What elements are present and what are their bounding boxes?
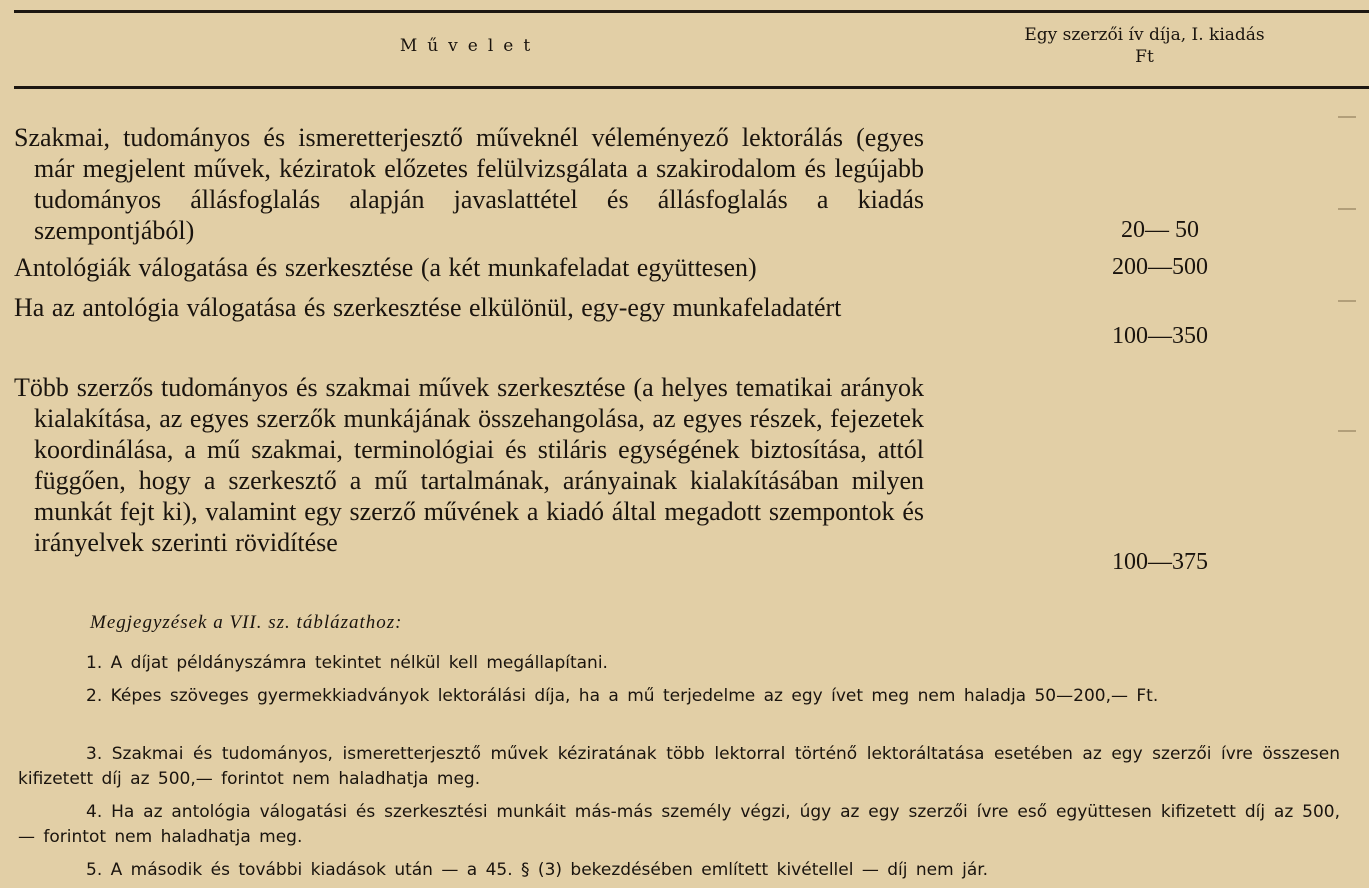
row-fee-value: 100—375 <box>1112 549 1208 575</box>
note-item: 2. Képes szöveges gyermekkiadványok lektorálási díja, ha a mű terjedelme az egy ívet meg nem haladja 50—200,— Ft. <box>86 686 1159 706</box>
note-item: 3. Szakmai és tudományos, ismeretterjesztő művek kéziratának több lektorral történő lektoráltatása esetében az egy szerzői ívre összesen kifizetett díj az 500,— forintot nem haladhatja meg. <box>18 744 1340 789</box>
note-item: 5. A második és további kiadások után — a 45. § (3) bekezdésében említett kivétellel — díj nem jár. <box>86 860 989 880</box>
show-through-mark <box>1338 430 1356 432</box>
row-fee-value: 20— 50 <box>1121 217 1199 243</box>
table-top-rule <box>14 10 1369 13</box>
column-header-fee-unit: Ft <box>1135 47 1154 67</box>
column-header-operation: Művelet <box>399 36 541 56</box>
column-header-fee <box>960 24 1329 68</box>
column-header-fee-line1: Egy szerzői ív díja, I. kiadás <box>1024 25 1265 45</box>
show-through-mark <box>1338 300 1356 302</box>
table-header-rule <box>14 86 1369 89</box>
notes-heading: Megjegyzések a VII. sz. táblázathoz: <box>90 612 403 633</box>
note-item: 1. A díjat példányszámra tekintet nélkül kell megállapítani. <box>86 653 608 673</box>
note-item: 4. Ha az antológia válogatási és szerkesztési munkáit más-más személy végzi, úgy az egy szerzői ívre eső együttesen kifizetett díj az 500,— forintot nem haladhatja meg. <box>18 802 1340 847</box>
row-fee-value: 200—500 <box>1112 254 1208 280</box>
show-through-mark <box>1338 208 1356 210</box>
row-description: Több szerzős tudományos és szakmai művek szerkesztése (a helyes tematikai arányok kialakítása, az egyes szerzők munkájának összehangolása, az egyes részek, fejezetek koordinálása, a mű szakmai, terminológiai és stiláris egységének biztosítása, attól függően, hogy a szerkesztő a mű tartalmának, arányainak kialakításában milyen munkát fejt ki), valamint egy szerző művének a kiadó által megadott szempontok és irányelvek szerinti rövidítése <box>14 373 924 557</box>
row-fee-value: 100—350 <box>1112 323 1208 349</box>
row-description: Szakmai, tudományos és ismeretterjesztő műveknél véleményező lektorálás (egyes már megjelent művek, kéziratok előzetes felülvizsgálata a szakirodalom és legújabb tudományos állásfoglalás alapján javaslattétel és állásfoglalás a kiadás szempontjából) <box>14 123 924 245</box>
row-description: Ha az antológia válogatása és szerkesztése elkülönül, egy-egy munkafeladatért <box>14 293 842 322</box>
show-through-mark <box>1338 116 1356 118</box>
row-description: Antológiák válogatása és szerkesztése (a két munkafeladat együttesen) <box>14 253 757 282</box>
